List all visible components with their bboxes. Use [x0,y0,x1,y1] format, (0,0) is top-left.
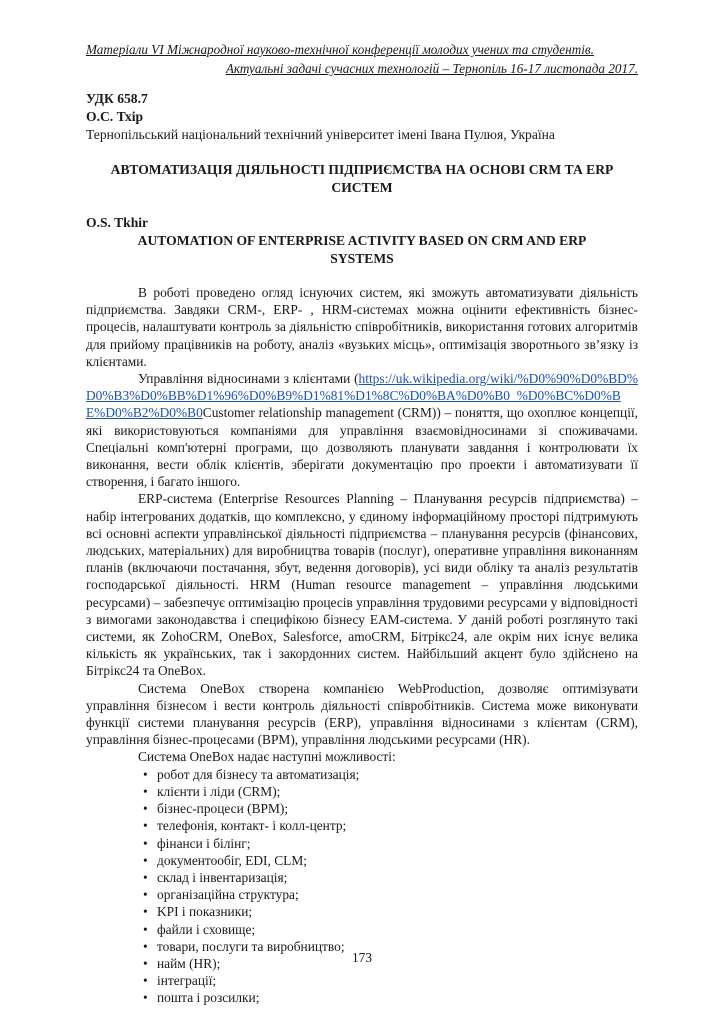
title-en [86,232,638,268]
feature-item [143,972,638,989]
feature-text: телефонія, контакт- і колл-центр; [157,818,347,834]
feature-text: документообіг, EDI, CLM; [157,852,307,868]
feature-text: інтеграції; [157,973,217,989]
feature-item [143,886,638,903]
paragraph-intro: В роботі проведено огляд існуючих систем, які зможуть автоматизувати діяльність підприємства. Завдяки CRM-, ERP- , HRM-системах можна оцінити ефективність бізнес-процесів, налаштувати контроль за діяльністю співробітників, використання готових алгоритмів для прийому працівників на роботу, аналіз «вузьких місць», оптимізація зворотнього зв’язку із клієнтами. [86,285,638,369]
feature-text: пошта і розсилки; [157,990,260,1006]
udk-code: УДК 658.7 [86,91,148,106]
paragraph-erp: ERP-система (Enterprise Resources Planning – Планування ресурсів підприємства) – набір інтегрованих додатків, що комплексно, у єдиному інформаційному просторі підтримують всі основні аспекти управлінської діяльності підприємства – планування ресурсів (фінансових, людських, матеріальних) для виробництва товарів (послуг), оперативне управління виконанням планів (включаючи постачання, збут, ведення договорів), усі види обліку та аналіз результатів господарської діяльності. HRM (Human resource management – управління людськими ресурсами) – забезпечує оптимізацію процесів управління трудовими ресурсами у відповідності з вимогами законодавства і специфікою бізнесу ЕАМ-система. У даній роботі розглянуто такі системи, як ZohoCRM, OneBox, Salesforce, amoCRM, Бітрікс24, але окрім них існує велика кількість як українських, так і закордонних систем. Найбільший акцент було здійснено на Бітрікс24 та OneBox. [86,491,638,679]
feature-text: організаційна структура; [157,887,299,903]
bullet-icon: • [143,818,148,834]
wikipedia-link[interactable]: https://uk.wikipedia.org/wiki/%D0%90%D0%BD%D0%B3%D0%BB%D1%96%D0%B9%D1%81%D1%8C%D0%BA%D0%B0_%D0%BC%D0%BE%D0%B2%D0%B0 [86,371,638,421]
bullet-icon: • [143,904,148,920]
bullet-icon: • [143,938,148,954]
running-head-line-1: Матеріали VI Міжнародної науково-технічної конференції молодих учених та студентів. [86,42,594,57]
paragraph-onebox: Система OneBox створена компанією WebProduction, дозволяє оптимізувати управління бізнесом і вести контроль діяльності співробітників. Система може виконувати функції системи планування ресурсів (ERP), управління відносинами з клієнтам (CRM), управління бізнес-процесами (BPM), управління людськими ресурсами (HR). [86,680,638,748]
bullet-icon: • [143,921,148,937]
feature-item [143,921,638,938]
feature-item [143,817,638,834]
feature-item [143,869,638,886]
feature-text: найм (HR); [157,955,221,971]
feature-item [143,989,638,1006]
title-en-line-1: AUTOMATION OF ENTERPRISE ACTIVITY BASED ON CRM AND ERP [137,233,587,248]
feature-text: робот для бізнесу та автоматизація; [157,766,360,782]
feature-text: склад і інвентаризація; [157,869,288,885]
bullet-icon: • [143,869,148,885]
bullet-icon: • [143,973,148,989]
title-en-line-2: SYSTEMS [330,251,394,266]
feature-text: товари, послуги та виробництво; [157,938,345,954]
running-head [86,40,638,78]
paragraph-crm-lead: Управління відносинами з клієнтами ( [138,371,359,387]
paper-page [86,40,638,1007]
bullet-icon: • [143,835,148,851]
author-uk: О.С. Тхір [86,109,144,124]
bullet-icon: • [143,783,148,799]
feature-text: бізнес-процеси (BPM); [157,801,289,817]
feature-list [86,766,638,1007]
affiliation: Тернопільський національний технічний університет імені Івана Пулюя, Україна [86,127,555,142]
feature-item [143,800,638,817]
title-uk [86,161,638,197]
feature-item [143,903,638,920]
feature-text: KPI і показники; [157,904,253,920]
feature-item [143,783,638,800]
bullet-icon: • [143,955,148,971]
title-uk-line-2: СИСТЕМ [331,180,393,195]
bullet-icon: • [143,852,148,868]
bullet-icon: • [143,766,148,782]
paragraph-features-intro: Система OneBox надає наступні можливості: [138,749,396,765]
feature-item [143,835,638,852]
running-head-line-2: Актуальні задачі сучасних технологій – Тернопіль 16-17 листопада 2017. [225,61,638,76]
bullet-icon: • [143,801,148,817]
feature-item [143,852,638,869]
page-number: 173 [351,950,373,965]
feature-text: файли і сховище; [157,921,256,937]
paragraph-crm-rest: Customer relationship management (CRM)) – поняття, що охоплює концепції, які використовуються компаніями для управління взаємовідносинами зі споживачами. Спеціальні комп'ютерні програми, що дозволяють планувати завдання і контролювати їх виконання, вести облік клієнтів, зберігати документацію про проекти і автоматизувати її створення, і багато іншого. [86,405,638,490]
bullet-icon: • [143,990,148,1006]
title-uk-line-1: АВТОМАТИЗАЦІЯ ДІЯЛЬНОСТІ ПІДПРИЄМСТВА НА ОСНОВІ CRM ТА ERP [110,162,614,177]
author-en: O.S. Tkhir [86,215,149,230]
feature-text: клієнти і ліди (CRM); [157,783,281,799]
article-meta [86,90,638,144]
paragraph-crm [86,370,638,490]
feature-text: фінанси і білінг; [157,835,251,851]
feature-item [143,766,638,783]
article-body [86,284,638,1007]
bullet-icon: • [143,887,148,903]
